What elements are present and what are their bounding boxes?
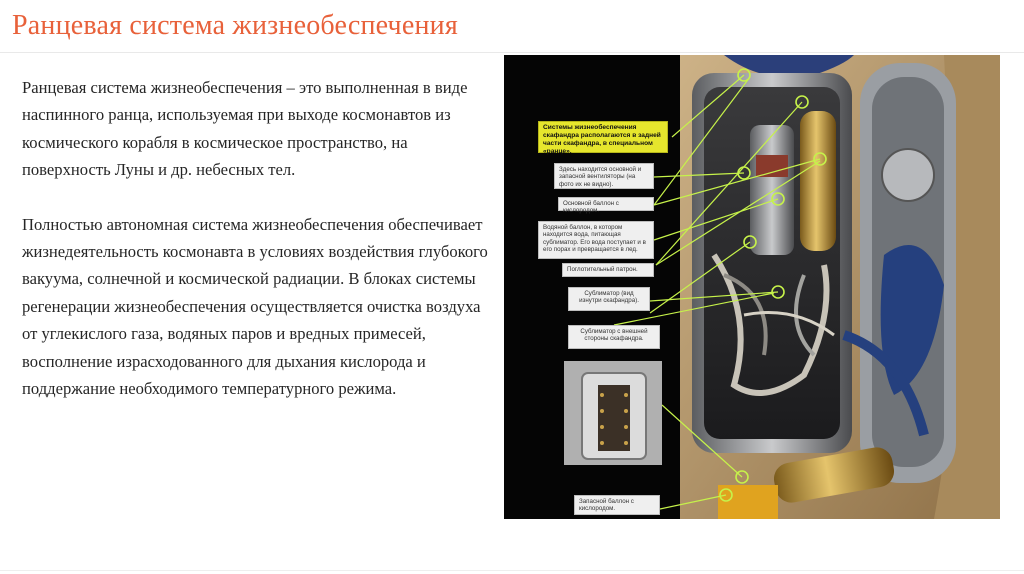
- callout-absorber: Поглотительный патрон.: [562, 263, 654, 277]
- title-divider: [0, 52, 1024, 53]
- bottom-divider: [0, 570, 1024, 571]
- callout-sublimator-inside: Сублиматор (вид изнутри скафандра).: [568, 287, 650, 311]
- body-text: [22, 74, 492, 402]
- callout-oxygen-reserve: Запасной баллон с кислородом.: [574, 495, 660, 515]
- callout-header: Системы жизнеобеспечения скафандра располагаются в задней части скафандра, в специальном «ранце».: [538, 121, 668, 153]
- callout-water-tank: Водяной баллон, в котором находится вода, питающая сублиматор. Его вода поступает и в его порах и превращается в лед.: [538, 221, 654, 259]
- callout-oxygen-main: Основной баллон с кислородом.: [558, 197, 654, 211]
- callout-fans: Здесь находится основной и запасной вентиляторы (на фото их не видно).: [554, 163, 654, 189]
- slide-title: Ранцевая система жизнеобеспечения: [12, 10, 458, 41]
- spacesuit-backpack-figure: [504, 55, 1000, 519]
- callout-sublimator-outside: Сублиматор с внешней стороны скафандра.: [568, 325, 660, 349]
- paragraph-description: Полностью автономная система жизнеобеспечения обеспечивает жизнедеятельность космонавта в условиях воздействия глубокого вакуума, солнечной и космической радиации. В блоках системы регенерации жизнеобеспечения осуществляется очистка воздуха от углекислого газа, водяных паров и вредных примесей, восполнение израсходованного для дыхания кислорода и поддержание необходимого температурного режима.: [22, 214, 488, 399]
- paragraph-definition: Ранцевая система жизнеобеспечения – это выполненная в виде наспинного ранца, используемая при выходе космонавтов из космического корабля в космическое пространство, на поверхность Луны и др. небесных тел.: [22, 78, 468, 180]
